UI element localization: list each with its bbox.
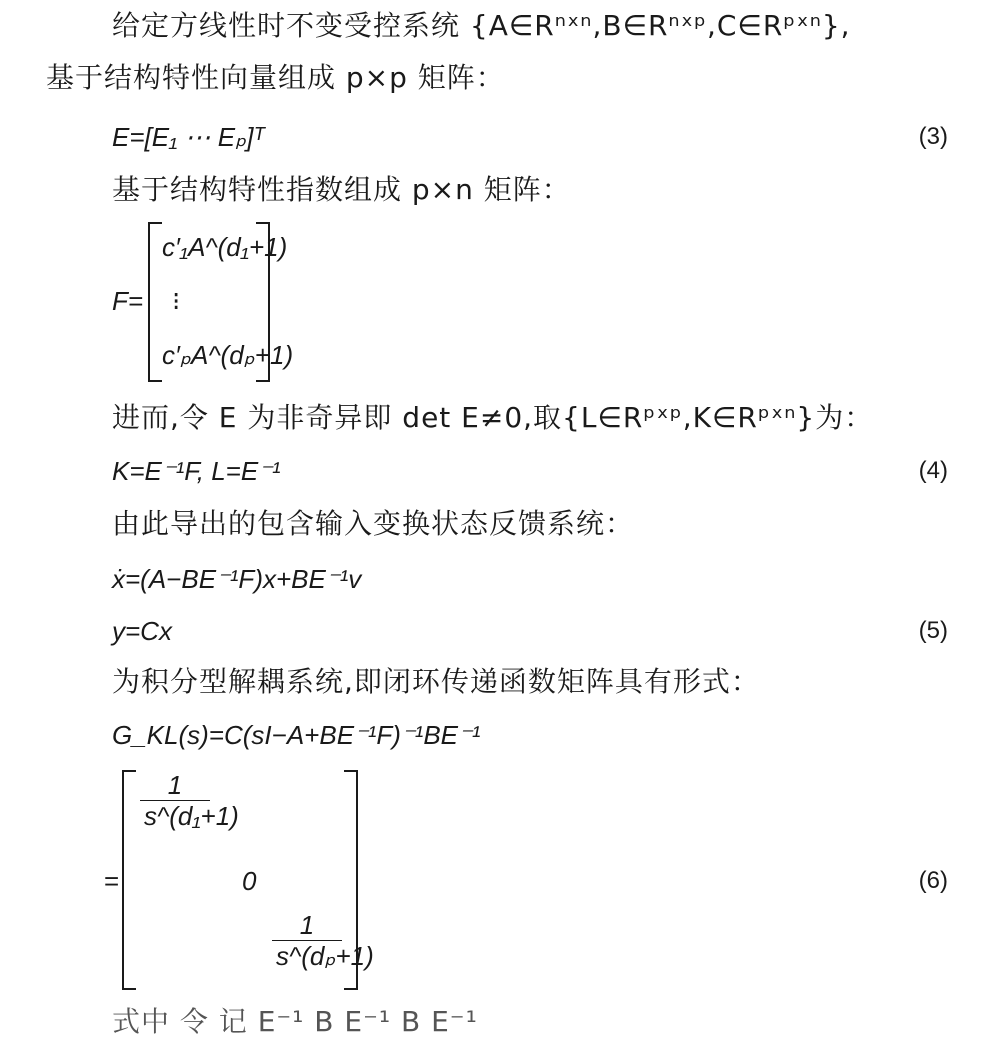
equation-6-equals: = — [104, 866, 120, 896]
matrix-G-entry-11 — [140, 770, 239, 831]
matrix-G-right-bracket — [344, 770, 358, 990]
matrix-F-label: F= — [112, 286, 144, 316]
matrix-G-left-bracket — [122, 770, 136, 990]
matrix-F-row3: c′ₚA^(dₚ+1) — [162, 340, 294, 370]
equation-5-output: y=Cx — [112, 616, 172, 646]
equation-4: K=E⁻¹F, L=E⁻¹ — [112, 456, 281, 486]
equation-3: E=[E₁ ⋯ Eₚ]ᵀ — [112, 122, 264, 152]
equation-number-5: (5) — [918, 617, 948, 644]
equation-number-3: (3) — [918, 123, 948, 150]
paragraph-intro-line2: 基于结构特性向量组成 p×p 矩阵： — [46, 61, 505, 94]
paragraph-decoupled-system: 为积分型解耦系统,即闭环传递函数矩阵具有形式： — [112, 665, 760, 698]
paragraph-nonsingular: 进而,令 E 为非奇异即 det E≠0,取{L∈Rᵖˣᵖ,K∈Rᵖˣⁿ}为： — [112, 401, 874, 434]
paragraph-structure-index: 基于结构特性指数组成 p×n 矩阵： — [112, 173, 571, 206]
numerator: 1 — [167, 770, 183, 800]
equation-6-transfer-function: G_KL(s)=C(sI−A+BE⁻¹F)⁻¹BE⁻¹ — [112, 720, 481, 750]
matrix-F-row1: c′₁A^(d₁+1) — [162, 232, 288, 262]
matrix-F-left-bracket — [148, 222, 162, 382]
matrix-G-entry-pp — [272, 910, 374, 971]
matrix-F-row2: ⁝ — [172, 286, 181, 316]
matrix-F-right-bracket — [256, 222, 270, 382]
denominator: s^(dₚ+1) — [276, 941, 374, 971]
matrix-G-zero: 0 — [242, 866, 257, 896]
paragraph-next-partial: 式中 令 记 E⁻¹ B E⁻¹ B E⁻¹ — [112, 1005, 478, 1038]
paragraph-feedback-system: 由此导出的包含输入变换状态反馈系统： — [112, 507, 635, 540]
denominator: s^(d₁+1) — [144, 801, 239, 831]
numerator: 1 — [299, 910, 315, 940]
equation-5-state: ẋ=(A−BE⁻¹F)x+BE⁻¹v — [112, 564, 362, 594]
equation-number-6: (6) — [918, 867, 948, 894]
equation-number-4: (4) — [918, 457, 948, 484]
paragraph-intro-line1: 给定方线性时不变受控系统 {A∈Rⁿˣⁿ,B∈Rⁿˣᵖ,C∈Rᵖˣⁿ}, — [112, 9, 851, 42]
